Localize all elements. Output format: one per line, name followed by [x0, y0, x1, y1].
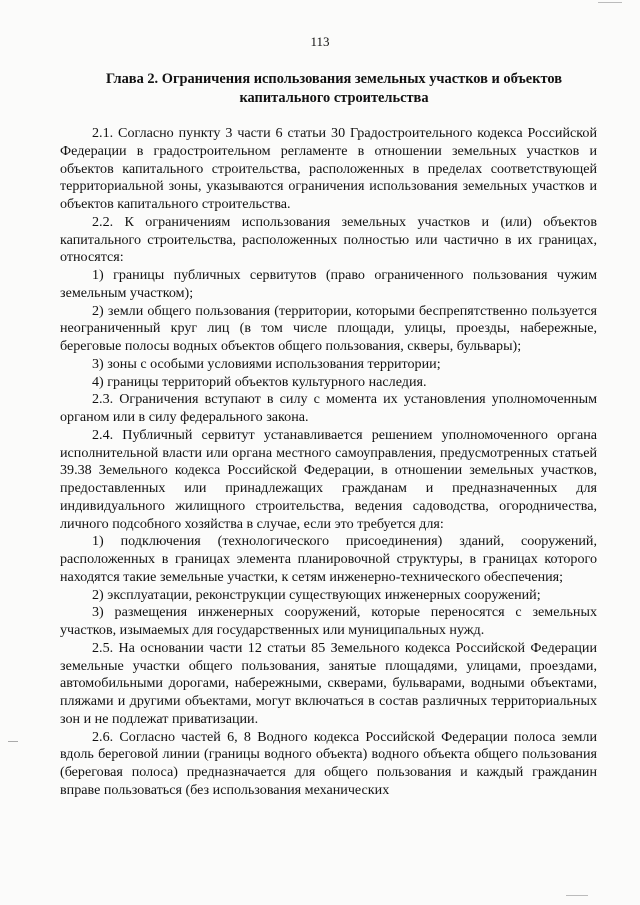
page-number: 113: [310, 34, 330, 49]
list-item-2: 2) земли общего пользования (территории, которыми беспрепятственно пользуется неограниченный круг лиц (в том числе площади, улицы, проезды, набережные, береговые полосы водных объектов общего пользования, скверы, бульвары);: [60, 302, 597, 354]
paragraph-2-1: 2.1. Согласно пункту 3 части 6 статьи 30 Градостроительного кодекса Российской Федерации в градостроительном регламенте в отношении земельных участков и объектов капитального строительства, расположенных в пределах соответствующей территориальной зоны, указываются ограничения использования земельных участков и объектов капитального строительства.: [60, 125, 597, 212]
paragraph-2-5: 2.5. На основании части 12 статьи 85 Земельного кодекса Российской Федерации земельные участки общего пользования, занятые площадями, улицами, проездами, автомобильными дорогами, набережными, скверами, бульварами, водными объектами, пляжами и другими объектами, могут включаться в состав различных территориальных зон и не подлежат приватизации.: [60, 639, 597, 727]
document-body: [60, 125, 597, 800]
list-item-1: 1) границы публичных сервитутов (право ограниченного пользования чужим земельным участком);: [60, 267, 597, 301]
list-item-placement: 3) размещения инженерных сооружений, которые переносятся с земельных участков, изымаемых для государственных или муниципальных нужд.: [60, 604, 597, 638]
paragraph-2-4: 2.4. Публичный сервитут устанавливается решением уполномоченного органа исполнительной власти или органа местного самоуправления, предусмотренных статьей 39.38 Земельного кодекса Российской Федерации, в отношении земельных участков, предоставленных или принадлежащих гражданам и предназначенных для индивидуального жилищного строительства, ведения садоводства, огородничества, личного подсобного хозяйства в случае, если это требуется для:: [60, 426, 597, 532]
paragraph-2-2: 2.2. К ограничениям использования земельных участков и (или) объектов капитального строительства, расположенных полностью или частично в их границах, относятся:: [60, 213, 597, 266]
list-item-3: 3) зоны с особыми условиями использования территории;: [92, 355, 441, 372]
list-item-4: 4) границы территорий объектов культурного наследия.: [92, 373, 427, 390]
paragraph-2-3: 2.3. Ограничения вступают в силу с момента их установления уполномоченным органом или в силу федерального закона.: [60, 391, 597, 425]
scan-mark-left: [8, 741, 18, 742]
paragraph-2-6: 2.6. Согласно частей 6, 8 Водного кодекса Российской Федерации полоса земли вдоль береговой линии (границы водного объекта) водного объекта общего пользования (береговая полоса) предназначается для общего пользования и каждый гражданин вправе пользоваться (без использования механических: [60, 728, 597, 798]
list-item-operation: 2) эксплуатации, реконструкции существующих инженерных сооружений;: [92, 586, 541, 603]
list-item-connection: 1) подключения (технологического присоединения) зданий, сооружений, расположенных в границах элемента планировочной структуры, в границах которого находятся такие земельные участки, к сетям инженерно-технического обеспечения;: [60, 533, 597, 585]
scan-mark-bottom: [566, 895, 588, 896]
scan-mark-top: [598, 2, 622, 3]
chapter-title: Глава 2. Ограничения использования земельных участков и объектов капитального строительства: [106, 71, 562, 106]
